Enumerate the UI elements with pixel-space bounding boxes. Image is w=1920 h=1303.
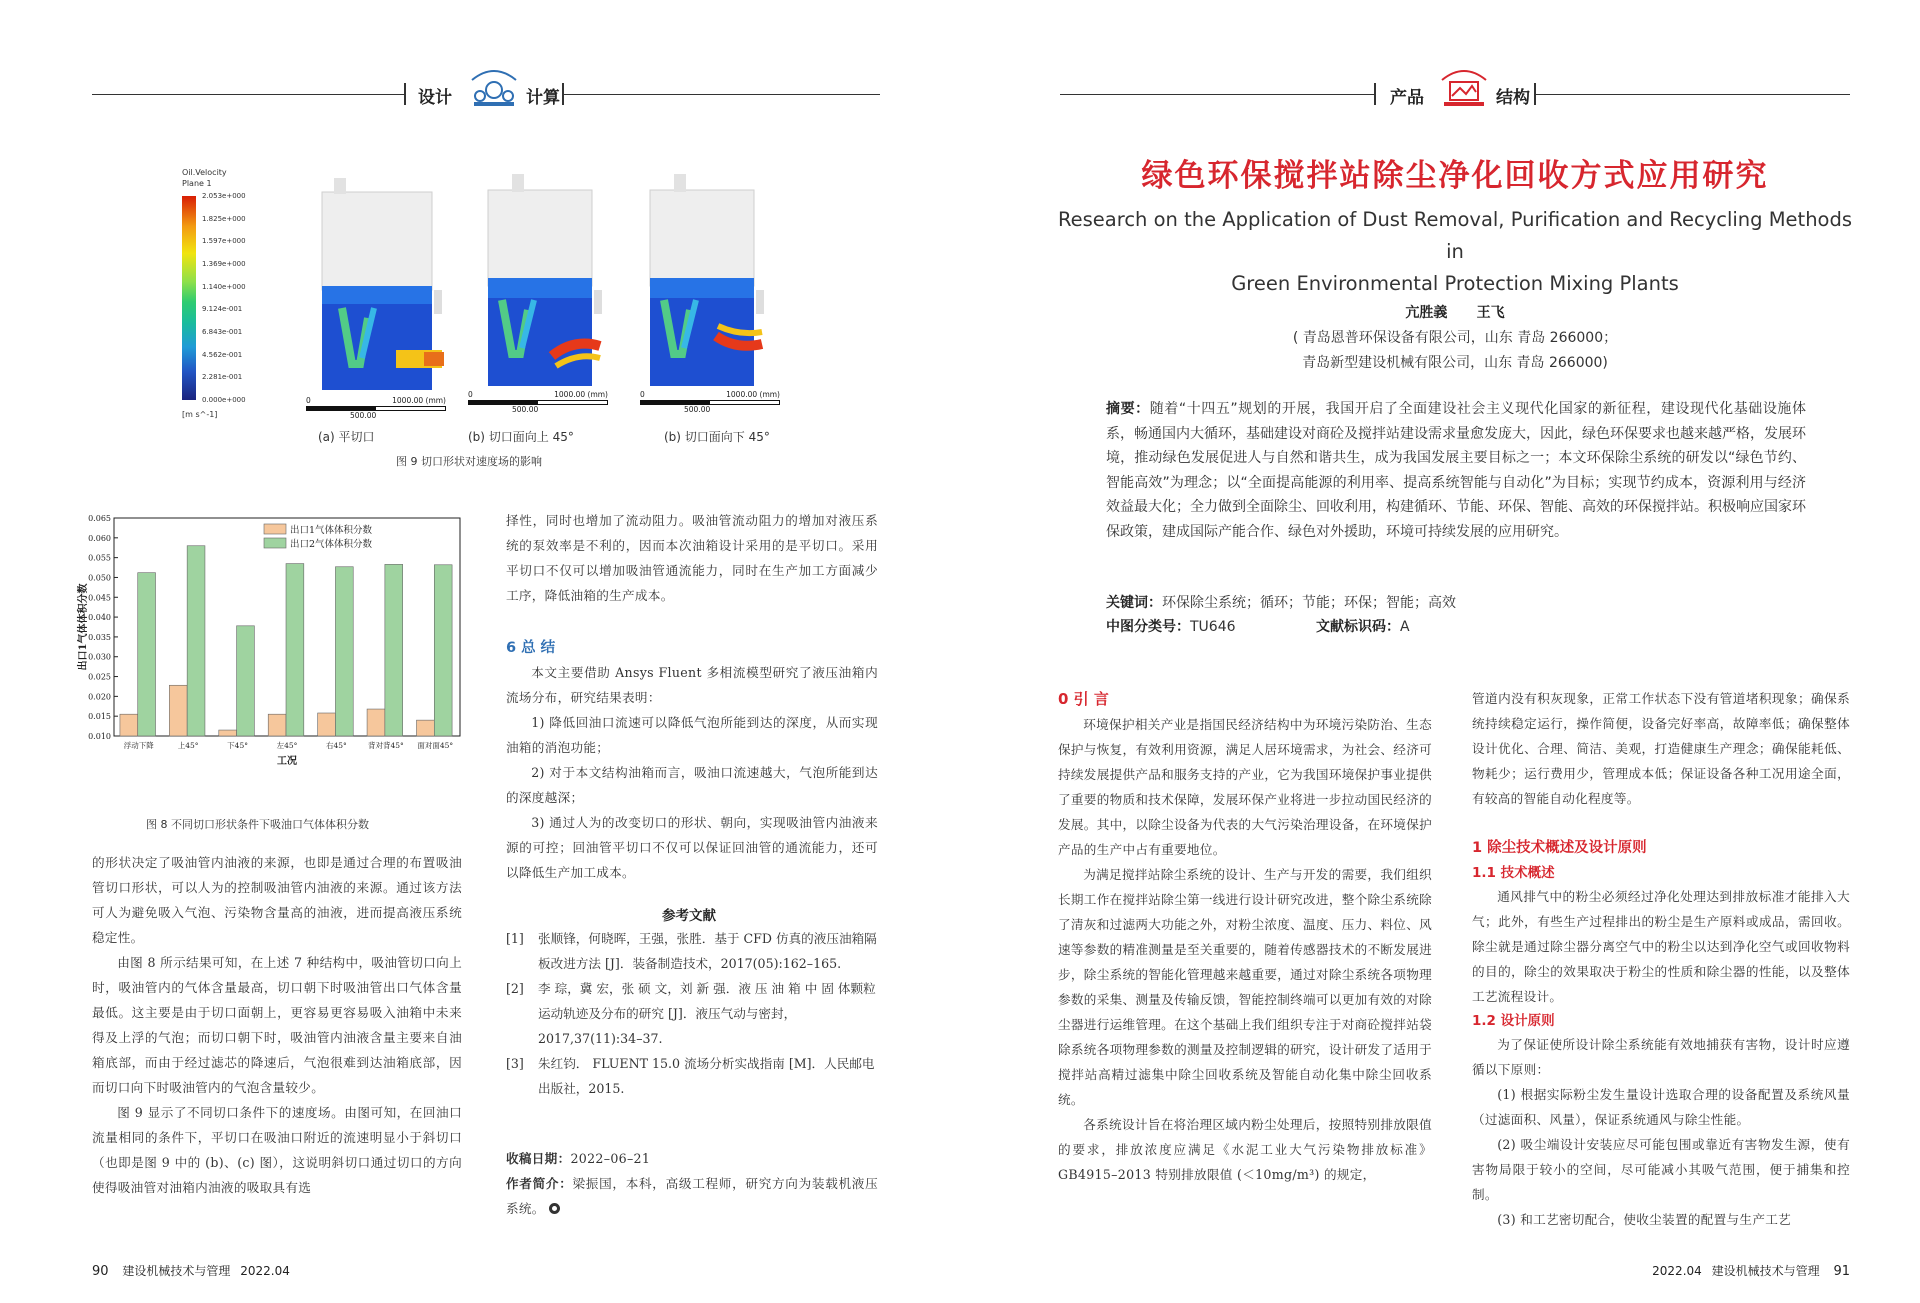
header-word-structure: 结构 (1496, 88, 1530, 108)
authors: 亢胜義 王飞 (1405, 305, 1505, 321)
author-note: 作者简介：梁振国，本科，高级工程师，研究方向为装载机液压系统。 (506, 1176, 878, 1216)
section1-1-body (1472, 884, 1850, 1009)
colorbar-title: Oil.Velocity (182, 168, 227, 177)
section1-2-body (1472, 1032, 1850, 1232)
footer-right: 2022.04 建设机械技术与管理 91 (1652, 1264, 1850, 1279)
list-item: 2) 对于本文结构油箱而言，吸油口流速越大，气泡所能到达的深度越深； (506, 765, 878, 805)
paragraph: 择性，同时也增加了流动阻力。吸油管流动阻力的增加对液压系统的泵效率是不利的，因而本次油箱设计采用的是平切口。采用平切口不仅可以增加吸油管通流能力，同时在生产加工方面减少工序，降低油箱的生产成本。 (506, 513, 878, 603)
scale-bar-a: 0 1000.00 (mm) 500.00 (306, 396, 446, 420)
y-tick-label: 0.050 (88, 573, 111, 583)
design-calc-icon (468, 66, 520, 110)
header-word-product: 产品 (1390, 88, 1424, 108)
colorbar-tick-label: 2.281e-001 (202, 373, 243, 382)
colorbar-gradient (182, 196, 196, 400)
list-item: 3) 通过人为的改变切口的形状、朝向，实现吸油管内油液来源的可控；回油管平切口不仅可以保证回油管的通流能力，还可以降低生产加工成本。 (506, 815, 878, 880)
y-axis-label: 出口1气体体积分数 (78, 583, 89, 671)
reference-item: [2] 李 琮，冀 宏，张 硕 文，刘 新 强．液 压 油 箱 中 固 体颗粒运动轨迹及分布的研究 [J]．液压气动与密封，2017,37(11):34–37. (506, 981, 876, 1046)
bar-2 (286, 564, 304, 736)
bar-1 (219, 730, 237, 736)
colorbar-tick-label: 0.000e+000 (202, 396, 246, 404)
abstract: 摘要：随着“十四五”规划的开展，我国开启了全面建设社会主义现代化国家的新征程，建设现代化基础设施体系，畅通国内大循环，基础建设对商砼及搅拌站建设需求量愈发庞大，因此，绿色环保要求也越来越严格，发展环境，推动绿色发展促进人与自然和谐共生，成为我国发展主要目标之一；本文环保除尘系统的研发以“绿色节约、智能高效”为理念；以“全面提高能源的利用率、提高系统智能与自动化”为目标；实现节约成本，资源利用与经济效益最大化；全力做到全面除尘、回收利用，构建循环、节能、环保、智能、高效的环保搅拌站。积极响应国家环保政策，建成国际产能合作、绿色对外援助，环境可持续发展的应用研究。 (1106, 401, 1806, 540)
article-title-cn: 绿色环保搅拌站除尘净化回收方式应用研究 (1141, 158, 1769, 194)
bar-2 (335, 567, 353, 736)
figure9-caption: 图 9 切口形状对速度场的影响 (396, 455, 542, 468)
colorbar-tick-label: 1.825e+000 (202, 214, 246, 223)
header-rule-left-2 (564, 94, 880, 95)
colorbar-tick-label: 1.140e+000 (202, 282, 246, 291)
paragraph: 由图 8 所示结果可知，在上述 7 种结构中，吸油管切口向上时，吸油管内的气体含量最高，切口朝下时吸油管出口气体含量最低。这主要是由于切口面朝上，更容易更容易吸入油箱中未来得及上浮的气泡；而切口朝下时，吸油管内油液含量主要来自油箱底部，而由于经过滤芯的降速后，气泡很难到达油箱底部，因而切口向下时吸油管内的气泡含量较少。 (92, 955, 462, 1095)
left-col2-text (506, 508, 878, 608)
section6-title: 6 总 结 (506, 640, 556, 656)
keywords: 关键词：环保除尘系统；循环；节能；环保；智能；高效 (1106, 595, 1456, 611)
figure9-panel-a (312, 168, 462, 420)
figure9-panel-b (474, 160, 624, 420)
colorbar-tick-label: 4.562e-001 (202, 350, 243, 359)
list-item: (3) 和工艺密切配合，使收尘装置的配置与生产工艺 (1497, 1212, 1791, 1227)
legend-swatch (264, 538, 286, 548)
list-item: (1) 根据实际粉尘发生量设计选取合理的设备配置及系统风量（过滤面积、风量），保证系统通风与除尘性能。 (1472, 1087, 1850, 1127)
figure9-panel-label-b: (b) 切口面向上 45° (468, 430, 574, 444)
colorbar-subtitle: Plane 1 (182, 179, 212, 188)
bar-1 (367, 709, 385, 736)
y-tick-label: 0.045 (88, 593, 111, 603)
end-mark-icon (549, 1203, 560, 1214)
figure8-caption: 图 8 不同切口形状条件下吸油口气体体积分数 (146, 818, 369, 831)
header-separator (1374, 83, 1376, 105)
header-rule-left (92, 94, 404, 95)
figure9-panel-label-c: (b) 切口面向下 45° (664, 430, 770, 444)
affiliations: ( 青岛恩普环保设备有限公司，山东 青岛 266000； 青岛新型建设机械有限公司，山东 青岛 266000) (1292, 330, 1618, 371)
section0-body (1058, 712, 1432, 1187)
section1-1-title: 1.1 技术概述 (1472, 865, 1555, 881)
header-rule-right-2 (1536, 94, 1850, 95)
y-tick-label: 0.040 (88, 613, 111, 623)
bar-1 (268, 714, 286, 736)
colorbar-tick-label: 6.843e-001 (202, 328, 243, 336)
document-code: 文献标识码：A (1316, 619, 1410, 635)
list-item: (2) 吸尘端设计安装应尽可能包围或靠近有害物发生源，使有害物局限于较小的空间，尽可能减小其吸气范围，便于捕集和控制。 (1472, 1137, 1850, 1202)
y-tick-label: 0.055 (88, 553, 111, 563)
bar-1 (169, 685, 187, 736)
header-word-design: 设计 (418, 88, 452, 108)
header-separator (404, 83, 406, 105)
paragraph: 管道内没有积灰现象，正常工作状态下没有管道堵积现象；确保系统持续稳定运行，操作简便，设备完好率高，故障率低；确保整体设计优化、合理、简洁、美观，打造健康生产理念；确保能耗低、物耗少；运行费用少，管理成本低；保证设备各种工况用途全面，有较高的智能自动化程度等。 (1472, 691, 1850, 806)
section0-title: 0 引 言 (1058, 690, 1109, 708)
page-number: 91 (1833, 1264, 1850, 1279)
paragraph: 为了保证使所设计除尘系统能有效地捕获有害物，设计时应遵循以下原则： (1472, 1037, 1850, 1077)
reference-item: [3] 朱红钧． FLUENT 15.0 流场分析实战指南 [M]．人民邮电出版社，2015. (506, 1056, 875, 1096)
y-tick-label: 0.020 (88, 692, 111, 702)
footer-left: 90 建设机械技术与管理 2022.04 (92, 1264, 290, 1279)
header-rule-right (1060, 94, 1374, 95)
references-list (506, 926, 878, 1101)
left-col1-text (92, 850, 462, 1200)
x-tick-label: 左45° (276, 741, 298, 750)
y-tick-label: 0.065 (88, 514, 111, 523)
bar-2 (187, 546, 205, 736)
paragraph: 本文主要借助 Ansys Fluent 多相流模型研究了液压油箱内流场分布，研究结果表明： (506, 665, 878, 705)
x-tick-label: 右45° (326, 741, 347, 750)
right-col2-top (1472, 686, 1850, 811)
x-tick-label: 上45° (177, 741, 199, 750)
x-tick-label: 下45° (227, 741, 248, 750)
scale-bar-b: 0 1000.00 (mm) 500.00 (468, 390, 608, 414)
x-axis-label: 工况 (277, 756, 297, 767)
legend-label: 出口1气体体积分数 (290, 525, 373, 536)
colorbar-unit: [m s^-1] (182, 410, 218, 419)
paragraph: 各系统设计旨在将治理区域内粉尘处理后，按照特别排放限值的要求，排放浓度应满足《水泥工业大气污染物排放标准》GB4915–2013 特别排放限值 (＜10mg/m³) 的规定， (1058, 1117, 1432, 1182)
y-tick-label: 0.030 (88, 652, 111, 662)
reference-item: [1] 张顺锋，何晓晖，王强，张胜．基于 CFD 仿真的液压油箱隔板改进方法 [J]．装备制造技术，2017(05):162–165. (506, 931, 877, 971)
paragraph: 为满足搅拌站除尘系统的设计、生产与开发的需要，我们组织长期工作在搅拌站除尘第一线进行设计研究改进，整个除尘系统除了清灰和过滤两大功能之外，对粉尘浓度、温度、压力、料位、风速等参数的精准测量是至关重要的，随着传感器技术的不断发展进步，除尘系统的智能化管理越来越重要，通过对除尘系统各项物理参数的采集、测量及传输反馈，智能控制终端可以更加有效的对除尘器进行运维管理。在这个基础上我们组织专注于对商砼搅拌站袋除系统各项物理参数的测量及控制逻辑的研究，设计研发了适用于搅拌站高精过滤集中除尘回收系统及智能自动化集中除尘回收系统。 (1058, 867, 1432, 1107)
paragraph: 环境保护相关产业是指国民经济结构中为环境污染防治、生态保护与恢复，有效利用资源，满足人居环境需求，为社会、经济可持续发展提供产品和服务支持的产业，它为我国环境保护事业提供了重要的物质和技术保障，发展环保产业将进一步拉动国民经济的发展。其中，以除尘设备为代表的大气污染治理设备，在环境保护产品的生产中占有重要地位。 (1058, 717, 1432, 857)
page-number: 90 (92, 1264, 109, 1279)
y-tick-label: 0.035 (88, 632, 111, 642)
colorbar-tick-label: 9.124e-001 (202, 305, 243, 314)
scale-bar-c: 0 1000.00 (mm) 500.00 (640, 390, 780, 414)
x-tick-label: 背对背45° (367, 741, 404, 750)
paragraph: 通风排气中的粉尘必须经过净化处理达到排放标准才能排入大气；此外，有些生产过程排出的粉尘是生产原料或成品，需回收。除尘就是通过除尘器分离空气中的粉尘以达到净化空气或回收物料的目的，除尘的效果取决于粉尘的性质和除尘器的性能，以及整体工艺流程设计。 (1472, 889, 1850, 1004)
y-tick-label: 0.025 (88, 672, 111, 682)
bar-1 (318, 713, 336, 736)
bar-1 (417, 720, 435, 736)
bar-2 (434, 565, 452, 736)
bar-2 (385, 564, 403, 736)
bar-1 (120, 714, 138, 736)
paragraph: 图 9 显示了不同切口条件下的速度场。由图可知，在回油口流量相同的条件下，平切口在吸油口附近的流速明显小于斜切口（也即是图 9 中的 (b)、(c) 图），这说明斜切口通过切口的方向使得吸油管对油箱内油液的吸取具有选 (92, 1105, 462, 1195)
figure8-chart (78, 510, 468, 810)
references-title: 参考文献 (662, 908, 716, 924)
legend-swatch (264, 524, 286, 534)
bar-chart-svg (78, 510, 468, 810)
classification: 中图分类号：TU646 (1106, 619, 1236, 635)
received-date: 收稿日期：2022–06–21 (506, 1151, 651, 1166)
x-tick-label: 面对面45° (417, 741, 454, 750)
colorbar-ticks (202, 192, 312, 404)
bar-2 (237, 626, 255, 736)
y-tick-label: 0.060 (88, 533, 111, 543)
list-item: 1) 降低回油口流速可以降低气泡所能到达的深度，从而实现油箱的消泡功能； (506, 715, 878, 755)
y-tick-label: 0.010 (88, 732, 111, 741)
colorbar-tick-label: 1.369e+000 (202, 260, 246, 268)
bar-2 (138, 573, 156, 736)
section6-body (506, 660, 878, 885)
figure9-panel-label-a: (a) 平切口 (318, 430, 375, 444)
article-title-en: Research on the Application of Dust Removal, Purification and Recycling Methods in Green Environmental Protection Mixing Plants (1057, 208, 1853, 295)
figure9-panel-c (636, 160, 786, 420)
legend-label: 出口2气体体积分数 (290, 539, 373, 550)
x-tick-label: 浮动下降 (123, 741, 154, 750)
colorbar-tick-label: 2.053e+000 (202, 192, 246, 200)
section1-2-title: 1.2 设计原则 (1472, 1013, 1555, 1029)
colorbar-tick-label: 1.597e+000 (202, 237, 246, 246)
header-word-calc: 计算 (526, 88, 560, 108)
paragraph: 的形状决定了吸油管内油液的来源，也即是通过合理的布置吸油管切口形状，可以人为的控制吸油管内油液的来源。通过该方法可人为避免吸入气泡、污染物含量高的油液，进而提高液压系统稳定性。 (92, 855, 462, 945)
figure9-colorbar (178, 168, 318, 428)
y-tick-label: 0.015 (88, 712, 111, 722)
section1-title: 1 除尘技术概述及设计原则 (1472, 840, 1647, 856)
product-structure-icon (1438, 66, 1490, 110)
